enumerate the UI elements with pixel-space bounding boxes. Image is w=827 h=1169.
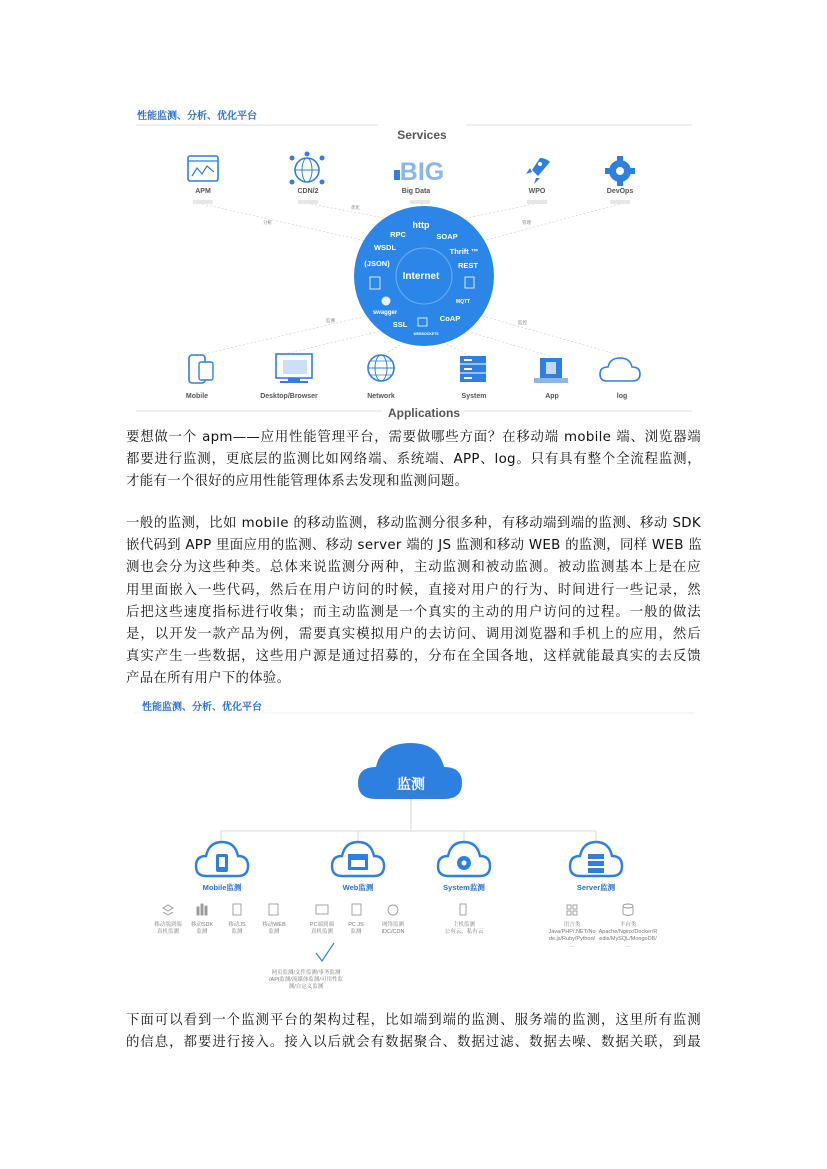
node-label: System监测 xyxy=(443,883,485,892)
node-mobile xyxy=(196,842,248,892)
protocol-label: swagger xyxy=(372,310,398,316)
text-line: 用里面嵌入一些代码，然后在用户访问的时候，直接对用户的行为、时间进行一些记录，然 xyxy=(126,582,701,598)
leaf-label: 移动SDK xyxy=(190,922,214,928)
apm-architecture-figure xyxy=(126,96,701,426)
paragraph-monitoring-types xyxy=(126,513,701,691)
swagger-icon xyxy=(382,297,391,306)
edge-label: 优化 xyxy=(351,205,360,210)
leaf-label: PC端到端 xyxy=(309,922,335,928)
bar-chart-icon xyxy=(197,904,207,915)
leaf-label: … xyxy=(625,943,631,949)
leaf-label: 语言类 xyxy=(563,922,581,928)
tree-connectors xyxy=(221,799,596,841)
application-label: log xyxy=(616,393,628,400)
leaf-label: 监测 xyxy=(196,929,208,935)
protocol-label: CoAP xyxy=(439,314,461,323)
big-data-icon: BIG xyxy=(399,158,445,186)
service-cdn xyxy=(290,152,325,205)
application-label: Desktop/Browser xyxy=(260,393,318,400)
text-line: 真实产生一些数据，这些用户源是通过招募的，分布在全国各地，这样就能最真实的去反馈 xyxy=(126,649,701,665)
protocol-label: MQTT xyxy=(455,299,471,305)
node-server xyxy=(570,842,622,892)
leaf-label: 监测 xyxy=(350,929,362,935)
application-label: Mobile xyxy=(185,393,209,400)
protocol-label: Thrift ™ xyxy=(449,247,479,256)
protocol-label: REST xyxy=(457,261,479,270)
grid-icon xyxy=(567,905,577,915)
check-icon xyxy=(316,943,334,961)
app-mobile xyxy=(186,355,213,400)
text-line: 一般的监测，比如 mobile 的移动监测，移动监测分很多种，有移动端到端的监测、移动 SDK xyxy=(126,516,701,531)
monitoring-tree-figure xyxy=(126,691,701,999)
server-icon xyxy=(460,356,486,382)
root-label: 监测 xyxy=(397,777,425,793)
leaf-label: IDC/CDN xyxy=(381,929,405,935)
leaf-label: PC JS xyxy=(348,922,364,928)
text-line: 的信息，都要进行接入。接入以后就会有数据聚合、数据过滤、数据去噪、数据关联，到最 xyxy=(126,1035,701,1051)
monitoring-diagram xyxy=(126,691,701,999)
edge-label: 监控 xyxy=(518,320,527,325)
globe-icon xyxy=(388,905,398,915)
edge-label: 监测 xyxy=(326,318,335,323)
js-file-icon xyxy=(233,904,241,915)
leaf-label: 平台类 xyxy=(619,922,637,928)
web-detail-line: /API监测/流媒体监测/可用性监 xyxy=(269,977,343,983)
text-line: 后把这些速度指标进行收集；而主动监测是一个真实的主动的用户访问的过程。一般的做法 xyxy=(126,604,701,620)
leaf-label: 移动WEB xyxy=(262,922,286,928)
protocol-label: RPC xyxy=(390,230,406,239)
protocol-label: http xyxy=(412,220,430,230)
leaf-label: 网络监测 xyxy=(381,922,405,928)
app-log xyxy=(600,358,640,400)
text-line: 才能有一个很好的应用性能管理体系去发现和监测问题。 xyxy=(126,474,469,490)
leaf-label: Java/PHP/.NET/No xyxy=(548,929,596,935)
pc-icon xyxy=(316,905,328,914)
leaf-label: 主机监测 xyxy=(452,922,476,928)
protocol-label: WEBSOCKETS xyxy=(413,332,439,336)
node-system xyxy=(438,842,490,892)
application-label: Network xyxy=(367,393,395,400)
service-devops xyxy=(605,156,635,204)
text-line: 都要进行监测，更底层的监测比如网络端、系统端、APP、log。只有具有整个全流程监测， xyxy=(126,452,701,468)
application-label: App xyxy=(545,393,559,400)
web-detail-line: 测/自定义监测 xyxy=(288,984,324,990)
service-label: WPO xyxy=(528,188,546,195)
figure-title: 性能监测、分析、优化平台 xyxy=(137,111,257,122)
node-label: Web监测 xyxy=(342,883,374,892)
service-wpo xyxy=(526,158,550,204)
service-label: APM xyxy=(195,188,211,195)
app-network xyxy=(367,355,395,400)
service-label: Big Data xyxy=(401,188,431,195)
leaf-label: 移动端到端 xyxy=(154,922,182,928)
web-detail-line: 网页监测/文件监测/事务监测 xyxy=(271,970,341,976)
leaf-label: 公有云、私有云 xyxy=(444,929,484,935)
node-label: Server监测 xyxy=(576,883,616,892)
protocol-label: WSDL xyxy=(373,243,397,252)
leaf-label: 移动JS xyxy=(228,922,246,928)
leaf-label: 真机监测 xyxy=(310,929,334,935)
web-file-icon xyxy=(269,904,278,915)
host-icon xyxy=(460,904,466,915)
applications-heading: Applications xyxy=(387,406,461,420)
leaf-icons xyxy=(163,904,633,916)
service-label: CDN/2 xyxy=(297,188,319,195)
text-line: 产品在所有用户下的体验。 xyxy=(126,671,291,687)
leaf-label: edis/MySQL/MongoDB/ xyxy=(599,936,657,942)
apm-diagram xyxy=(126,96,701,426)
leaf-label: 监测 xyxy=(231,929,243,935)
service-bigdata xyxy=(394,158,444,204)
app-system xyxy=(460,356,486,400)
edge-label: 管理 xyxy=(522,220,531,225)
edge-label: 分析 xyxy=(263,220,272,225)
leaf-label: 监测 xyxy=(268,929,280,935)
app-desktop xyxy=(260,354,318,400)
services-heading: Services xyxy=(397,128,447,142)
apm-chart-icon xyxy=(188,156,218,181)
text-line: 测也会分为这些种类。总体来说监测分两种，主动监测和被动监测。被动监测基本上是在应 xyxy=(126,560,701,576)
protocol-label: SSL xyxy=(392,320,408,329)
database-icon xyxy=(623,904,633,916)
leaf-label: 真机监测 xyxy=(156,929,180,935)
hub-center-label: Internet xyxy=(402,271,440,282)
paragraph-apm-intro xyxy=(126,427,701,494)
node-label: Mobile监测 xyxy=(202,883,242,892)
text-line: 是，以开发一款产品为例，需要真实模拟用户的去访问、调用浏览器和手机上的应用，然后 xyxy=(126,627,701,643)
leaf-label: Apache/Nginx/Docker/R xyxy=(598,929,658,935)
protocol-label: (JSON) xyxy=(364,259,390,268)
text-line: 嵌代码到 APP 里面应用的监测、移动 server 端的 JS 监测和移动 WEB 的监测，同样 WEB 监 xyxy=(126,538,702,554)
leaf-label: de.js/Ruby/Python/ xyxy=(548,936,596,942)
node-web xyxy=(332,842,384,892)
service-label: DevOps xyxy=(606,188,634,195)
figure-title: 性能监测、分析、优化平台 xyxy=(142,702,262,713)
rocket-icon xyxy=(532,158,550,176)
app-app xyxy=(534,358,568,400)
protocol-label: SOAP xyxy=(436,232,458,241)
service-apm xyxy=(188,156,218,204)
text-line: 要想做一个 apm——应用性能管理平台，需要做哪些方面？在移动端 mobile 端、浏览器端 xyxy=(126,430,701,445)
leaf-label: … xyxy=(569,943,575,949)
cloud-icon xyxy=(600,358,640,381)
text-line: 下面可以看到一个监测平台的架构过程，比如端到端的监测、服务端的监测，这里所有监测 xyxy=(126,1013,701,1028)
application-label: System xyxy=(461,393,487,400)
paragraph-architecture xyxy=(126,1010,701,1054)
js-file-icon xyxy=(352,904,361,915)
layers-icon xyxy=(163,905,173,915)
